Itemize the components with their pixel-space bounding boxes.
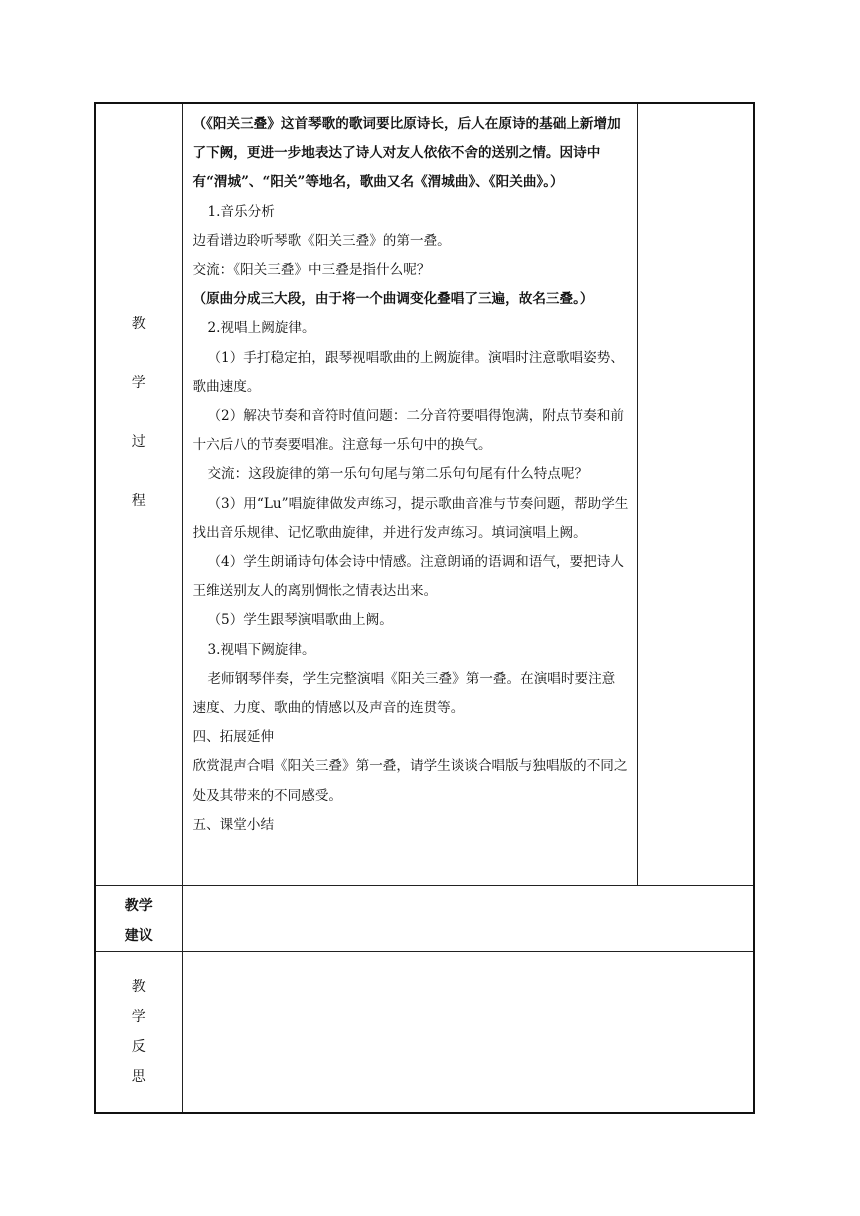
suggestion-label-line: 教学 — [124, 897, 153, 914]
teaching-process-content — [182, 103, 637, 885]
process-paragraph: 五、课堂小结 — [192, 816, 275, 833]
suggestion-label-line: 建议 — [124, 927, 153, 944]
reflection-label-char: 学 — [131, 1008, 146, 1025]
process-paragraph: （2）解决节奏和音符时值问题：二分音符要唱得饱满，附点节奏和前十六后八的节奏要唱准。注意每一乐句中的换气。 — [192, 408, 624, 454]
process-paragraph: 交流：《阳关三叠》中三叠是指什么呢？ — [192, 262, 431, 279]
teaching-reflection-row — [95, 951, 754, 1113]
notes-column-cell — [637, 103, 754, 885]
process-paragraph: （4）学生朗诵诗句体会诗中情感。注意朗诵的语调和语气，要把诗人王维送别友人的离别惆怅之情表达出来。 — [192, 554, 624, 600]
teaching-suggestion-row — [95, 885, 754, 951]
teaching-suggestion-content — [182, 885, 754, 951]
process-paragraph: 1.音乐分析 — [207, 203, 275, 220]
process-paragraph: 四、拓展延伸 — [192, 729, 275, 746]
process-paragraph: 老师钢琴伴奏，学生完整演唱《阳关三叠》第一叠。在演唱时要注意速度、力度、歌曲的情感以及声音的连贯等。 — [192, 670, 616, 717]
teaching-process-row — [95, 103, 754, 885]
teaching-reflection-label — [95, 951, 182, 1113]
process-paragraph: （原曲分成三大段，由于将一个曲调变化叠唱了三遍，故名三叠。） — [192, 291, 594, 308]
process-paragraph: （3）用“Lu”唱旋律做发声练习，提示歌曲音准与节奏问题，帮助学生找出音乐规律、记忆歌曲旋律，并进行发声练习。填词演唱上阙。 — [192, 495, 629, 541]
teaching-process-label — [95, 103, 182, 885]
process-paragraph: （5）学生跟琴演唱歌曲上阙。 — [207, 612, 393, 629]
reflection-label-char: 思 — [131, 1068, 146, 1085]
process-label-char: 学 — [131, 375, 146, 391]
teaching-suggestion-label — [95, 885, 182, 951]
process-paragraph: 交流：这段旋律的第一乐句句尾与第二乐句句尾有什么特点呢？ — [207, 466, 589, 483]
reflection-label-char: 反 — [131, 1038, 146, 1055]
process-paragraph: 边看谱边聆听琴歌《阳关三叠》的第一叠。 — [192, 232, 451, 249]
process-paragraph: （1）手打稳定拍，跟琴视唱歌曲的上阙旋律。演唱时注意歌唱姿势、歌曲速度。 — [192, 349, 624, 395]
lesson-plan-table — [94, 102, 755, 1114]
process-label-char: 程 — [131, 493, 146, 509]
process-paragraph: 3.视唱下阙旋律。 — [207, 641, 316, 658]
process-label-char: 教 — [131, 316, 146, 332]
process-paragraph: 欣赏混声合唱《阳关三叠》第一叠，请学生谈谈合唱版与独唱版的不同之处及其带来的不同感受。 — [192, 758, 628, 804]
process-paragraph: （《阳关三叠》这首琴歌的歌词要比原诗长，后人在原诗的基础上新增加了下阙，更进一步地表达了诗人对友人依依不舍的送别之情。因诗中有“渭城”、“阳关”等地名，歌曲又名《渭城曲》、《阳关曲》。） — [192, 116, 621, 191]
process-paragraph: 2.视唱上阙旋律。 — [207, 320, 316, 337]
teaching-reflection-content — [182, 951, 754, 1113]
process-label-char: 过 — [131, 434, 146, 450]
reflection-label-char: 教 — [131, 978, 146, 995]
